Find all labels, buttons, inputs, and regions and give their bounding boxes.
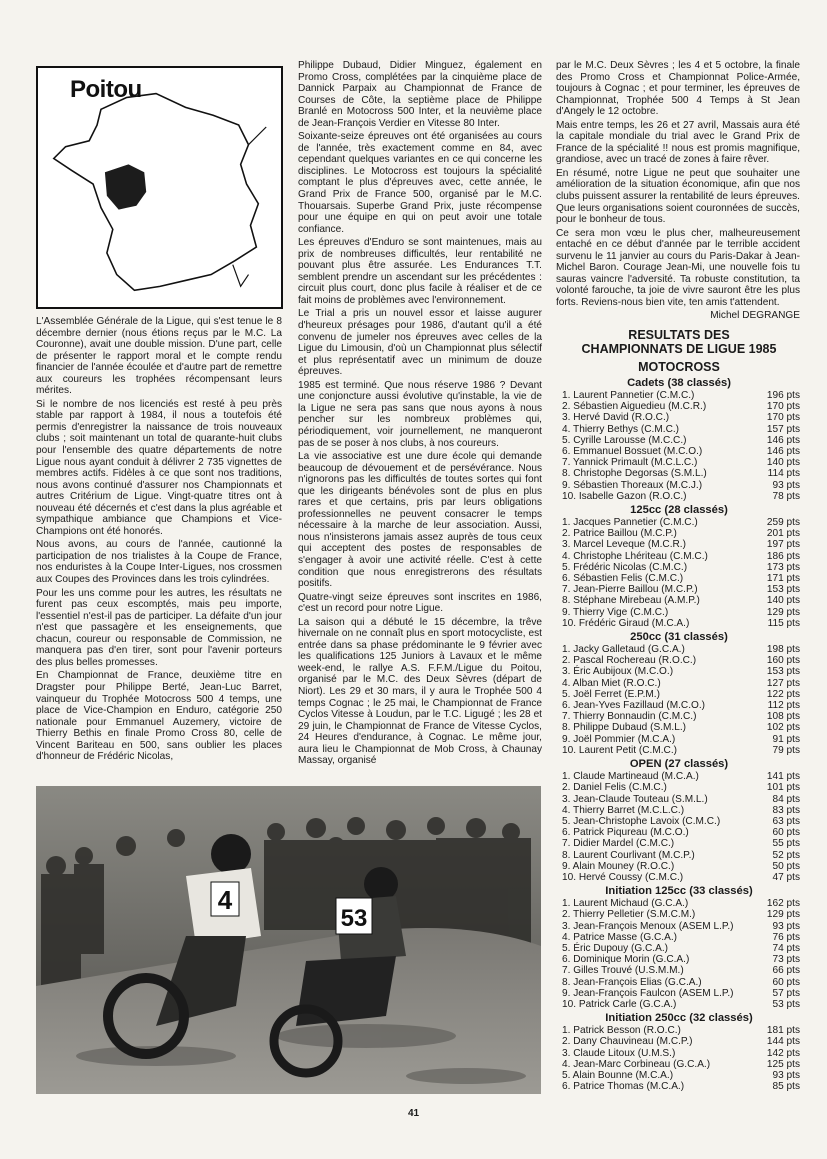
result-row bbox=[556, 1059, 802, 1070]
result-row bbox=[556, 921, 802, 932]
result-row bbox=[556, 999, 802, 1010]
results-title-2: CHAMPIONNATS DE LIGUE 1985 bbox=[581, 342, 777, 356]
result-row bbox=[556, 457, 802, 468]
result-row bbox=[556, 539, 802, 550]
rider-points: 127 pts bbox=[766, 677, 800, 689]
result-row bbox=[556, 424, 802, 435]
result-row bbox=[556, 491, 802, 502]
rider-name: 4. Patrice Masse (G.C.A.) bbox=[562, 931, 677, 943]
rider-points: 144 pts bbox=[766, 1036, 800, 1048]
result-row bbox=[556, 655, 802, 666]
result-row bbox=[556, 954, 802, 965]
result-row bbox=[556, 678, 802, 689]
rider-points: 181 pts bbox=[766, 1025, 800, 1037]
paragraph: par le M.C. Deux Sèvres ; les 4 et 5 octobre, la finale des Promo Cross et Championnat Police-Armée, toujours à Cognac ; et pour terminer, les épreuves de Championnat, Trophée 500 4 Temps à St Jean d'Angely le 12 octobre. bbox=[556, 60, 800, 118]
result-row bbox=[556, 734, 802, 745]
result-row bbox=[556, 816, 802, 827]
rider-name: 10. Laurent Petit (C.M.C.) bbox=[562, 744, 677, 756]
rider-points: 259 pts bbox=[766, 517, 800, 529]
rider-name: 5. Jean-Christophe Lavoix (C.M.C.) bbox=[562, 815, 721, 827]
rider-name: 2. Sébastien Aiguedieu (M.C.R.) bbox=[562, 401, 707, 413]
result-row bbox=[556, 805, 802, 816]
result-row bbox=[556, 517, 802, 528]
result-row bbox=[556, 722, 802, 733]
result-row bbox=[556, 1048, 802, 1059]
result-row bbox=[556, 528, 802, 539]
category-title: 250cc (31 classés) bbox=[630, 631, 728, 644]
rider-points: 153 pts bbox=[766, 666, 800, 678]
column-2 bbox=[298, 60, 542, 769]
rider-points: 196 pts bbox=[766, 390, 800, 401]
result-row bbox=[556, 771, 802, 782]
result-row bbox=[556, 965, 802, 976]
rider-points: 171 pts bbox=[766, 573, 800, 585]
rider-points: 140 pts bbox=[766, 595, 800, 607]
rider-points: 170 pts bbox=[766, 412, 800, 424]
results-title-1: RESULTATS DES bbox=[628, 328, 730, 342]
rider-points: 146 pts bbox=[766, 434, 800, 446]
paragraph: 1985 est terminé. Que nous réserve 1986 ? Devant une conjoncture aussi évolutive qu'instable, la vie de la Ligue ne sera pas sans que nous ayons à nous pencher sur les nombreux problèmes qui, périodiquement, voir journellement, ne manqueront pas de se poser à nos clubs, à nos coureurs. bbox=[298, 379, 542, 449]
results-categories bbox=[556, 377, 802, 1092]
bike-number-right: 53 bbox=[340, 905, 368, 932]
result-row bbox=[556, 551, 802, 562]
rider-points: 91 pts bbox=[772, 733, 800, 745]
rider-name: 6. Sébastien Felis (C.M.C.) bbox=[562, 573, 684, 585]
results-category bbox=[556, 1012, 802, 1092]
rider-points: 47 pts bbox=[772, 871, 800, 883]
result-row bbox=[556, 1025, 802, 1036]
result-row bbox=[556, 827, 802, 838]
paragraph: En Championnat de France, deuxième titre en Dragster pour Philippe Berté, Jean-Luc Barret, vainqueur du Trophée Motocross 500 4 temps, une place de Vice-Champion en Enduro, catégorie 250 nationale pour Emmanuel Auzemery, victoire de Thierry Bethis en finale Promo Cross 80, celle de Vincent Bariteau en 500, sans oublier les places d'honneur de Frédéric Nicolas, bbox=[36, 670, 282, 763]
result-row bbox=[556, 700, 802, 711]
results-section bbox=[556, 328, 802, 1094]
results-category bbox=[556, 758, 802, 883]
rider-name: 3. Jean-François Menoux (ASEM L.P.) bbox=[562, 920, 734, 932]
rider-points: 60 pts bbox=[772, 827, 800, 839]
paragraph: L'Assemblée Générale de la Ligue, qui s'est tenue le 8 décembre dernier (nous étions reçus par le M.C. La Couronne), avait une double mission. D'une part, celle de présenter le rapport moral et le compte rendu financier de l'année écoulée et d'autre part de remettre aux coureurs les trophées récompensant leurs mérites. bbox=[36, 316, 282, 397]
paragraph: La vie associative est une dure école qui demande beaucoup de dévouement et de persévérance. Nous n'ignorons pas les difficultés de toutes sortes qui font que les dirigeants bénévoles sont de plus en plus rares et que certains, pris par leurs obligations professionnelles ne peuvent consacrer le temps nécessaire à la marche de leur association. Aussi, nous n'insisterons jamais assez auprès de tous ceux qui acceptent des postes de responsables de s'engager à avoir une activité réelle. C'est à cette condition que nous enregistrerons des résultats positifs. bbox=[298, 451, 542, 590]
category-title: Initiation 250cc (32 classés) bbox=[605, 1012, 753, 1025]
rider-points: 197 pts bbox=[766, 539, 800, 551]
result-row bbox=[556, 838, 802, 849]
rider-points: 60 pts bbox=[772, 976, 800, 988]
rider-points: 173 pts bbox=[766, 561, 800, 573]
result-row bbox=[556, 562, 802, 573]
rider-points: 76 pts bbox=[772, 931, 800, 943]
rider-name: 7. Thierry Bonnaudin (C.M.C.) bbox=[562, 711, 697, 723]
rider-name: 8. Stéphane Mirebeau (A.M.P.) bbox=[562, 595, 700, 607]
rider-name: 4. Thierry Barret (M.C.L.C.) bbox=[562, 804, 685, 816]
result-row bbox=[556, 861, 802, 872]
motocross-photo bbox=[36, 786, 541, 1094]
rider-points: 74 pts bbox=[772, 942, 800, 954]
rider-points: 129 pts bbox=[766, 909, 800, 921]
results-discipline: MOTOCROSS bbox=[638, 360, 720, 374]
rider-name: 1. Patrick Besson (R.O.C.) bbox=[562, 1025, 681, 1037]
rider-points: 141 pts bbox=[766, 771, 800, 783]
rider-name: 8. Jean-François Elias (G.C.A.) bbox=[562, 976, 702, 988]
france-outline bbox=[54, 94, 259, 291]
paragraph: La saison qui a débuté le 15 décembre, la trêve hivernale on ne connaît plus en sport motocycliste, est entrée dans sa phase prédominante le 9 février avec les qualifications 125 Juniors à Lavaux et le même week-end, le rallye A.S. F.F.M./Ligue du Poitou, organisé par le M.C. des Deux Sèvres (départ de Niort). Les 29 et 30 mars, il y aura le Trophée 500 4 temps Cognac ; le 25 mai, le Championnat de France Cyclos Vitesse à Loudun, par le T.C. Ligugé ; les 28 et 29 juin, le Championnat de France de Vitesse Cyclos, 24 Heures d'endurance, à Cognac. Le même jour, aura lieu le Championnat de Mob Cross, à Chaunay Massay, organisé bbox=[298, 616, 542, 767]
result-row bbox=[556, 595, 802, 606]
rider-name: 3. Jean-Claude Touteau (S.M.L.) bbox=[562, 793, 708, 805]
rider-points: 83 pts bbox=[772, 804, 800, 816]
result-row bbox=[556, 435, 802, 446]
result-row bbox=[556, 412, 802, 423]
rider-points: 129 pts bbox=[766, 606, 800, 618]
result-row bbox=[556, 468, 802, 479]
paragraph: En résumé, notre Ligue ne peut que souhaiter une amélioration de la situation économique, afin que nos clubs puissent assurer la rentabilité de leurs épreuves. Que leurs organisations soient couronnées de succès, pour le bonheur de tous. bbox=[556, 167, 800, 226]
result-row bbox=[556, 666, 802, 677]
rider-points: 101 pts bbox=[766, 782, 800, 794]
rider-name: 3. Claude Litoux (U.M.S.) bbox=[562, 1047, 676, 1059]
rider-name: 2. Dany Chauvineau (M.C.P.) bbox=[562, 1036, 693, 1048]
rider-points: 108 pts bbox=[766, 711, 800, 723]
rider-points: 162 pts bbox=[766, 898, 800, 910]
paragraph: Nous avons, au cours de l'année, cautionné la participation de nos trialistes à la Coupe de France, nos enduristes à la Coupe Inter-Ligues, nos crossmen aux Coupes des Provinces dans les trois cylindrées. bbox=[36, 539, 282, 586]
rider-name: 1. Laurent Pannetier (C.M.C.) bbox=[562, 390, 695, 401]
column-1 bbox=[36, 316, 282, 765]
paragraph: Soixante-seize épreuves ont été organisées au cours de l'année, très exactement comme en 84, avec cependant quelques variantes en ce qui concerne les disciplines. Le Motocross est toujours la spécialité comptant le plus d'épreuves avec, cette année, le Grand Prix de France 500, organisé par le M.C. Thouarsais. Superbe Grand Prix, juste récompense pour une équipe en qui on peut avoir une totale confiance. bbox=[298, 131, 542, 235]
rider-points: 125 pts bbox=[766, 1058, 800, 1070]
result-row bbox=[556, 794, 802, 805]
rider-name: 4. Alban Miet (R.O.C.) bbox=[562, 677, 661, 689]
rider-name: 5. Alain Bounne (M.C.A.) bbox=[562, 1069, 674, 1081]
paragraph: Quatre-vingt seize épreuves sont inscrites en 1986, c'est un record pour notre Ligue. bbox=[298, 591, 542, 615]
rider-points: 146 pts bbox=[766, 446, 800, 458]
result-row bbox=[556, 872, 802, 883]
result-row bbox=[556, 618, 802, 629]
rider-name: 9. Alain Mouney (R.O.C.) bbox=[562, 860, 675, 872]
rider-name: 1. Claude Martineaud (M.C.A.) bbox=[562, 771, 699, 783]
result-row bbox=[556, 782, 802, 793]
rider-name: 1. Laurent Michaud (G.C.A.) bbox=[562, 898, 689, 910]
result-row bbox=[556, 977, 802, 988]
rider-name: 2. Thierry Pelletier (S.M.C.M.) bbox=[562, 909, 696, 921]
rider-name: 8. Christophe Degorsas (S.M.L.) bbox=[562, 468, 707, 480]
rider-points: 102 pts bbox=[766, 722, 800, 734]
rider-points: 157 pts bbox=[766, 423, 800, 435]
rider-points: 115 pts bbox=[767, 617, 800, 629]
rider-name: 6. Patrice Thomas (M.C.A.) bbox=[562, 1081, 685, 1093]
rider-name: 6. Patrick Piqureau (M.C.O.) bbox=[562, 827, 689, 839]
rider-points: 79 pts bbox=[772, 744, 800, 756]
result-row bbox=[556, 401, 802, 412]
rider-name: 2. Daniel Felis (C.M.C.) bbox=[562, 782, 667, 794]
rider-points: 52 pts bbox=[772, 849, 800, 861]
paragraph: Ce sera mon vœu le plus cher, malheureusement entaché en ce début d'année par le terrible accident survenu le 11 janvier au cours du Paris-Dakar à Jean-Michel Baron. Courage Jean-Mi, une nouvelle fois tu sauras vaincre l'adversité. Ta robuste constitution, ta volonté farouche, ta joie de vivre sauront être les plus forts. Reviens-nous bien vite, ten amis t'attendent. bbox=[556, 227, 800, 308]
rider-points: 186 pts bbox=[766, 550, 800, 562]
rider-points: 140 pts bbox=[766, 457, 800, 469]
rider-points: 73 pts bbox=[772, 954, 800, 966]
rider-points: 85 pts bbox=[772, 1081, 800, 1093]
rider-points: 66 pts bbox=[772, 965, 800, 977]
category-title: OPEN (27 classés) bbox=[629, 758, 729, 771]
rider-name: 9. Jean-François Faulcon (ASEM L.P.) bbox=[562, 987, 734, 999]
rider-points: 93 pts bbox=[772, 920, 800, 932]
paragraph: Le Trial a pris un nouvel essor et laisse augurer d'heureux présages pour 1986, d'autant qu'il a été convenu de jumeler nos épreuves avec celles de la Ligue du Limousin, d'où un Championnat plus sélectif et plus représentatif avec un minimum de douze épreuves. bbox=[298, 308, 542, 378]
rider-points: 50 pts bbox=[772, 860, 800, 872]
rider-points: 114 pts bbox=[767, 468, 800, 480]
result-row bbox=[556, 1081, 802, 1092]
rider-name: 6. Dominique Morin (G.C.A.) bbox=[562, 954, 690, 966]
rider-points: 63 pts bbox=[772, 815, 800, 827]
rider-name: 5. Frédéric Nicolas (C.M.C.) bbox=[562, 561, 688, 573]
rider-points: 53 pts bbox=[772, 998, 800, 1010]
results-category bbox=[556, 885, 802, 1010]
rider-name: 2. Patrice Baillou (M.C.P.) bbox=[562, 528, 677, 540]
rider-name: 4. Jean-Marc Corbineau (G.C.A.) bbox=[562, 1058, 711, 1070]
result-row bbox=[556, 932, 802, 943]
rider-name: 1. Jacky Galletaud (G.C.A.) bbox=[562, 644, 685, 656]
rider-name: 5. Cyrille Larousse (M.C.C.) bbox=[562, 434, 687, 446]
rider-name: 8. Philippe Dubaud (S.M.L.) bbox=[562, 722, 686, 734]
rider-name: 7. Gilles Trouvé (U.S.M.M.) bbox=[562, 965, 684, 977]
rider-name: 7. Yannick Primault (M.C.L.C.) bbox=[562, 457, 698, 469]
result-row bbox=[556, 644, 802, 655]
result-row bbox=[556, 943, 802, 954]
rider-points: 112 pts bbox=[767, 700, 800, 712]
result-row bbox=[556, 898, 802, 909]
result-row bbox=[556, 988, 802, 999]
result-row bbox=[556, 745, 802, 756]
result-row bbox=[556, 480, 802, 491]
rider-name: 10. Frédéric Giraud (M.C.A.) bbox=[562, 617, 690, 629]
rider-points: 160 pts bbox=[766, 655, 800, 667]
paragraph: Si le nombre de nos licenciés est resté à peu près stable par rapport à 1984, il nous a toutefois été permis d'enregistrer la naissance de trois nouveaux clubs ; soit maintenant un total de quarante-huit clubs pour l'ensemble des quatre départements de notre Ligue nous ayant conduit à délivrer 2 735 vignettes de membres actifs. Fidèles à ce que sont nos traditions, nous avons continué d'assurer nos Championnats et autres Critérium de Ligue. Vingt-quatre titres ont à nouveau été décernés et c'est dans la plus agréable et sympathique ambiance que Champions et Vice-Champions ont été honorés. bbox=[36, 398, 282, 537]
rider-name: 4. Christophe Lhériteau (C.M.C.) bbox=[562, 550, 708, 562]
rider-name: 9. Sébastien Thoreaux (M.C.J.) bbox=[562, 479, 703, 491]
rider-name: 10. Hervé Coussy (C.M.C.) bbox=[562, 871, 684, 883]
result-row bbox=[556, 689, 802, 700]
results-category bbox=[556, 504, 802, 629]
rider-points: 198 pts bbox=[766, 644, 800, 656]
rider-name: 3. Hervé David (R.O.C.) bbox=[562, 412, 670, 424]
rider-name: 3. Éric Aubijoux (M.C.O.) bbox=[562, 666, 674, 678]
rider-name: 7. Jean-Pierre Baillou (M.C.P.) bbox=[562, 584, 698, 596]
rider-points: 201 pts bbox=[766, 528, 800, 540]
result-row bbox=[556, 850, 802, 861]
result-row bbox=[556, 711, 802, 722]
rider-points: 57 pts bbox=[772, 987, 800, 999]
result-row bbox=[556, 607, 802, 618]
rider-name: 8. Laurent Courlivant (M.C.P.) bbox=[562, 849, 695, 861]
rider-name: 6. Jean-Yves Fazillaud (M.C.O.) bbox=[562, 700, 706, 712]
result-row bbox=[556, 909, 802, 920]
paragraph: Pour les uns comme pour les autres, les résultats ne furent pas ceux escomptés, mais peu importe, l'essentiel n'est-il pas de participer. La défaite d'un jour n'est que passagère et les enseignements, que chacun, coureur ou responsable de Commission, ne manquera pas d'en tirer, sont pour l'avenir porteurs des plus belles promesses. bbox=[36, 587, 282, 668]
rider-name: 6. Emmanuel Bossuet (M.C.O.) bbox=[562, 446, 703, 458]
category-title: Initiation 125cc (33 classés) bbox=[605, 885, 753, 898]
paragraph: Philippe Dubaud, Didier Minguez, également en Promo Cross, complétées par la cinquième place de Dannick Parpaix au Championnat de France de Courses de Côte, la septième place de Philippe Branlé en Motocross 500 Inter, et la neuvième place de Jean-François Verdier en Vitesse 80 Inter. bbox=[298, 60, 542, 129]
rider-points: 84 pts bbox=[772, 793, 800, 805]
results-category bbox=[556, 377, 802, 502]
result-row bbox=[556, 1036, 802, 1047]
rider-points: 122 pts bbox=[766, 688, 800, 700]
page-number: 41 bbox=[407, 1108, 420, 1119]
rider-name: 9. Thierry Vige (C.M.C.) bbox=[562, 606, 669, 618]
bike-number-left: 4 bbox=[217, 885, 233, 915]
rider-points: 93 pts bbox=[772, 479, 800, 491]
result-row bbox=[556, 446, 802, 457]
signature: Michel DEGRANGE bbox=[710, 310, 800, 322]
results-category bbox=[556, 631, 802, 756]
rider-name: 7. Didier Mardel (C.M.C.) bbox=[562, 838, 675, 850]
rider-points: 93 pts bbox=[772, 1069, 800, 1081]
rider-points: 170 pts bbox=[766, 401, 800, 413]
category-title: Cadets (38 classés) bbox=[627, 377, 731, 389]
result-row bbox=[556, 584, 802, 595]
rider-points: 153 pts bbox=[766, 584, 800, 596]
map-title: Poitou bbox=[70, 76, 142, 103]
result-row bbox=[556, 573, 802, 584]
rider-name: 5. Éric Dupouy (G.C.A.) bbox=[562, 942, 669, 954]
rider-name: 5. Joël Ferret (E.P.M.) bbox=[562, 688, 660, 700]
column-3 bbox=[556, 60, 800, 328]
rider-name: 10. Patrick Carle (G.C.A.) bbox=[562, 998, 677, 1010]
rider-points: 55 pts bbox=[772, 838, 800, 850]
category-title: 125cc (28 classés) bbox=[630, 504, 728, 517]
rider-points: 78 pts bbox=[772, 490, 800, 502]
result-row bbox=[556, 390, 802, 401]
rider-name: 10. Isabelle Gazon (R.O.C.) bbox=[562, 490, 687, 502]
rider-name: 3. Marcel Leveque (M.C.R.) bbox=[562, 539, 686, 551]
paragraph: Mais entre temps, les 26 et 27 avril, Massais aura été la capitale mondiale du trial avec le Grand Prix de France de la spécialité !! nous est promis magnifique, grandiose, avec un tracé de zones à faire rêver. bbox=[556, 119, 800, 166]
photo-illustration bbox=[36, 786, 541, 1094]
rider-name: 4. Thierry Bethys (C.M.C.) bbox=[562, 423, 680, 435]
rider-name: 2. Pascal Rochereau (R.O.C.) bbox=[562, 655, 697, 667]
rider-name: 1. Jacques Pannetier (C.M.C.) bbox=[562, 517, 698, 529]
rider-name: 9. Joël Pommier (M.C.A.) bbox=[562, 733, 676, 745]
result-row bbox=[556, 1070, 802, 1081]
paragraph: Les épreuves d'Enduro se sont maintenues, mais au prix de nombreuses difficultés, leur rentabilité ne pouvant plus être assurée. Les Endurances T.T. semblent prendre un ascendant sur les précédentes : circuit plus court, donc plus facile à réaliser et de ce fait moins de problèmes avec l'environnement. bbox=[298, 237, 542, 306]
rider-points: 142 pts bbox=[766, 1047, 800, 1059]
